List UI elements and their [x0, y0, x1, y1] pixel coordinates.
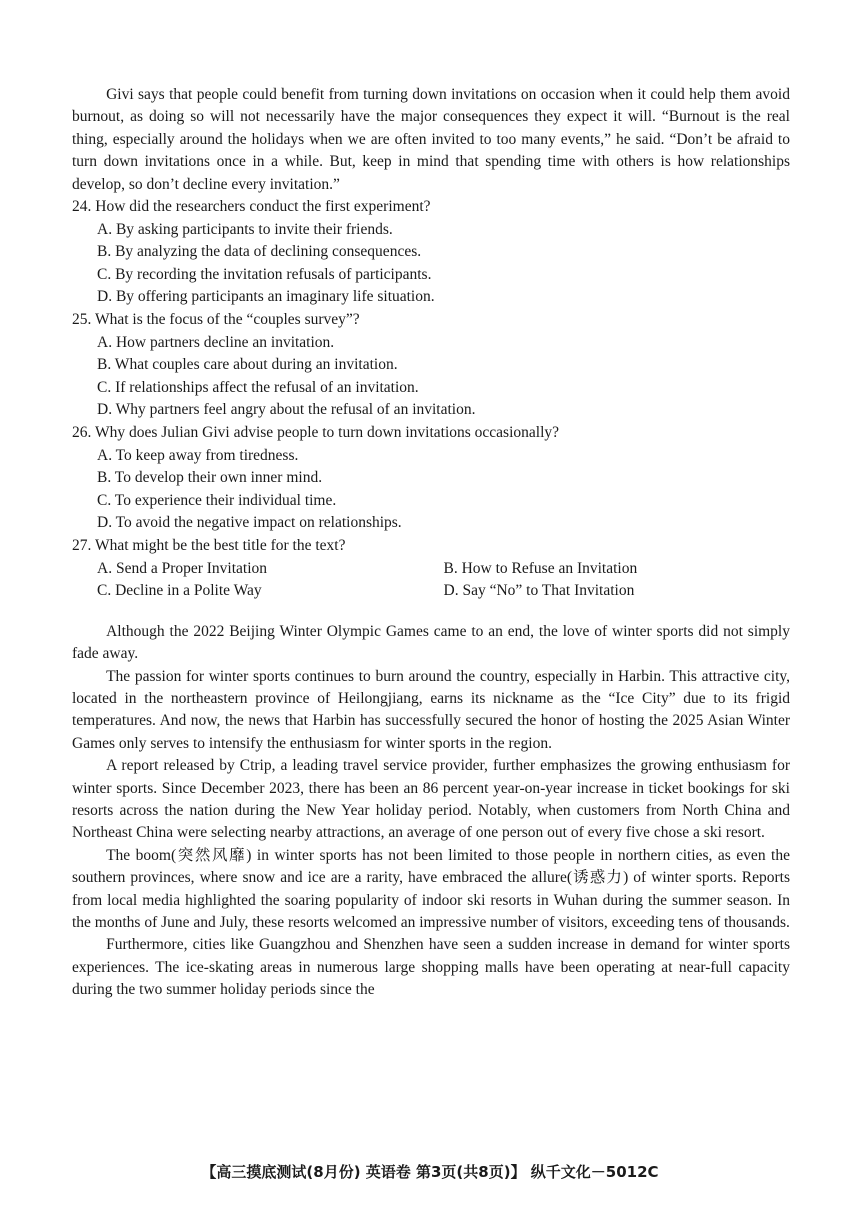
option-b: B. What couples care about during an invitation.: [97, 356, 398, 374]
passage2-paragraph: The passion for winter sports continues to burn around the country, especially in Harbin. This attractive city, located in the northeastern province of Heilongjiang, earns its nickname as the “Ice City” due to its frigid temperatures. And now, the news that Harbin has successfully secured the honor of hosting the 2025 Asian Winter Games only serves to intensify the enthusiasm for winter sports in the region.: [72, 667, 790, 752]
option-c: C. If relationships affect the refusal of an invitation.: [97, 378, 419, 396]
passage2-paragraph: A report released by Ctrip, a leading travel service provider, further emphasizes the growing enthusiasm for winter sports. Since December 2023, there has been an 86 percent year-on-year increase in ticket bookings for ski resorts across the nation during the New Year holiday period. Notably, when customers from North China and Northeast China were selecting nearby attractions, an average of one person out of every five chose a ski resort.: [72, 757, 790, 842]
option-d: D. By offering participants an imaginary life situation.: [97, 288, 435, 306]
option-b: B. How to Refuse an Invitation: [443, 559, 638, 577]
section-gap: [72, 603, 790, 621]
question-stem: 26. Why does Julian Givi advise people to turn down invitations occasionally?: [72, 423, 560, 441]
question-24: [72, 196, 790, 309]
question-25: [72, 309, 790, 422]
passage2-paragraph: The boom(突然风靡) in winter sports has not been limited to those people in northern cities, as even the southern provinces, where snow and ice are a rarity, have embraced the allure(诱惑力) of winter sports. Reports from local media highlighted the soaring popularity of indoor ski resorts in Wuhan during the summer season. In the months of June and July, these resorts welcomed an impressive number of visitors, exceeding tens of thousands.: [72, 846, 790, 931]
question-27: [72, 535, 790, 603]
passage2-paragraph: Although the 2022 Beijing Winter Olympic Games came to an end, the love of winter sports did not simply fade away.: [72, 622, 790, 663]
option-row-ab: [97, 558, 790, 581]
option-d: D. Why partners feel angry about the refusal of an invitation.: [97, 401, 476, 419]
question-stem: 25. What is the focus of the “couples survey”?: [72, 311, 360, 328]
option-b: B. To develop their own inner mind.: [97, 469, 323, 487]
option-a: A. How partners decline an invitation.: [97, 333, 335, 351]
option-c: C. Decline in a Polite Way: [97, 582, 262, 600]
passage2: [72, 621, 790, 1002]
question-stem: 27. What might be the best title for the text?: [72, 536, 346, 554]
passage2-paragraph: Furthermore, cities like Guangzhou and Shenzhen have seen a sudden increase in demand for winter sports experiences. The ice-skating areas in numerous large shopping malls have been operating at near-full capacity during the two summer holiday periods since the: [72, 936, 790, 999]
question-stem: 24. How did the researchers conduct the first experiment?: [72, 198, 431, 216]
option-d: D. To avoid the negative impact on relationships.: [97, 514, 402, 532]
page-footer: 【高三摸底测试(8月份) 英语卷 第3页(共8页)】 纵千文化－5012C: [201, 1163, 659, 1181]
option-c: C. To experience their individual time.: [97, 491, 337, 509]
option-a: A. By asking participants to invite their friends.: [97, 220, 393, 238]
passage1-closing-paragraph: Givi says that people could benefit from turning down invitations on occasion when it could help them avoid burnout, as doing so will not necessarily have the major consequences they expect it will. “Burnout is the real thing, especially around the holidays when we are often invited to too many events,” he said. “Don’t be afraid to turn down invitations once in a while. But, keep in mind that spending time with others is how relationships develop, so don’t decline every invitation.”: [72, 86, 790, 193]
option-a: A. Send a Proper Invitation: [97, 559, 268, 577]
option-d: D. Say “No” to That Invitation: [443, 582, 635, 600]
option-b: B. By analyzing the data of declining consequences.: [97, 243, 422, 261]
option-c: C. By recording the invitation refusals of participants.: [97, 265, 432, 283]
option-row-cd: [97, 580, 790, 603]
question-26: [72, 422, 790, 535]
option-a: A. To keep away from tiredness.: [97, 446, 299, 464]
